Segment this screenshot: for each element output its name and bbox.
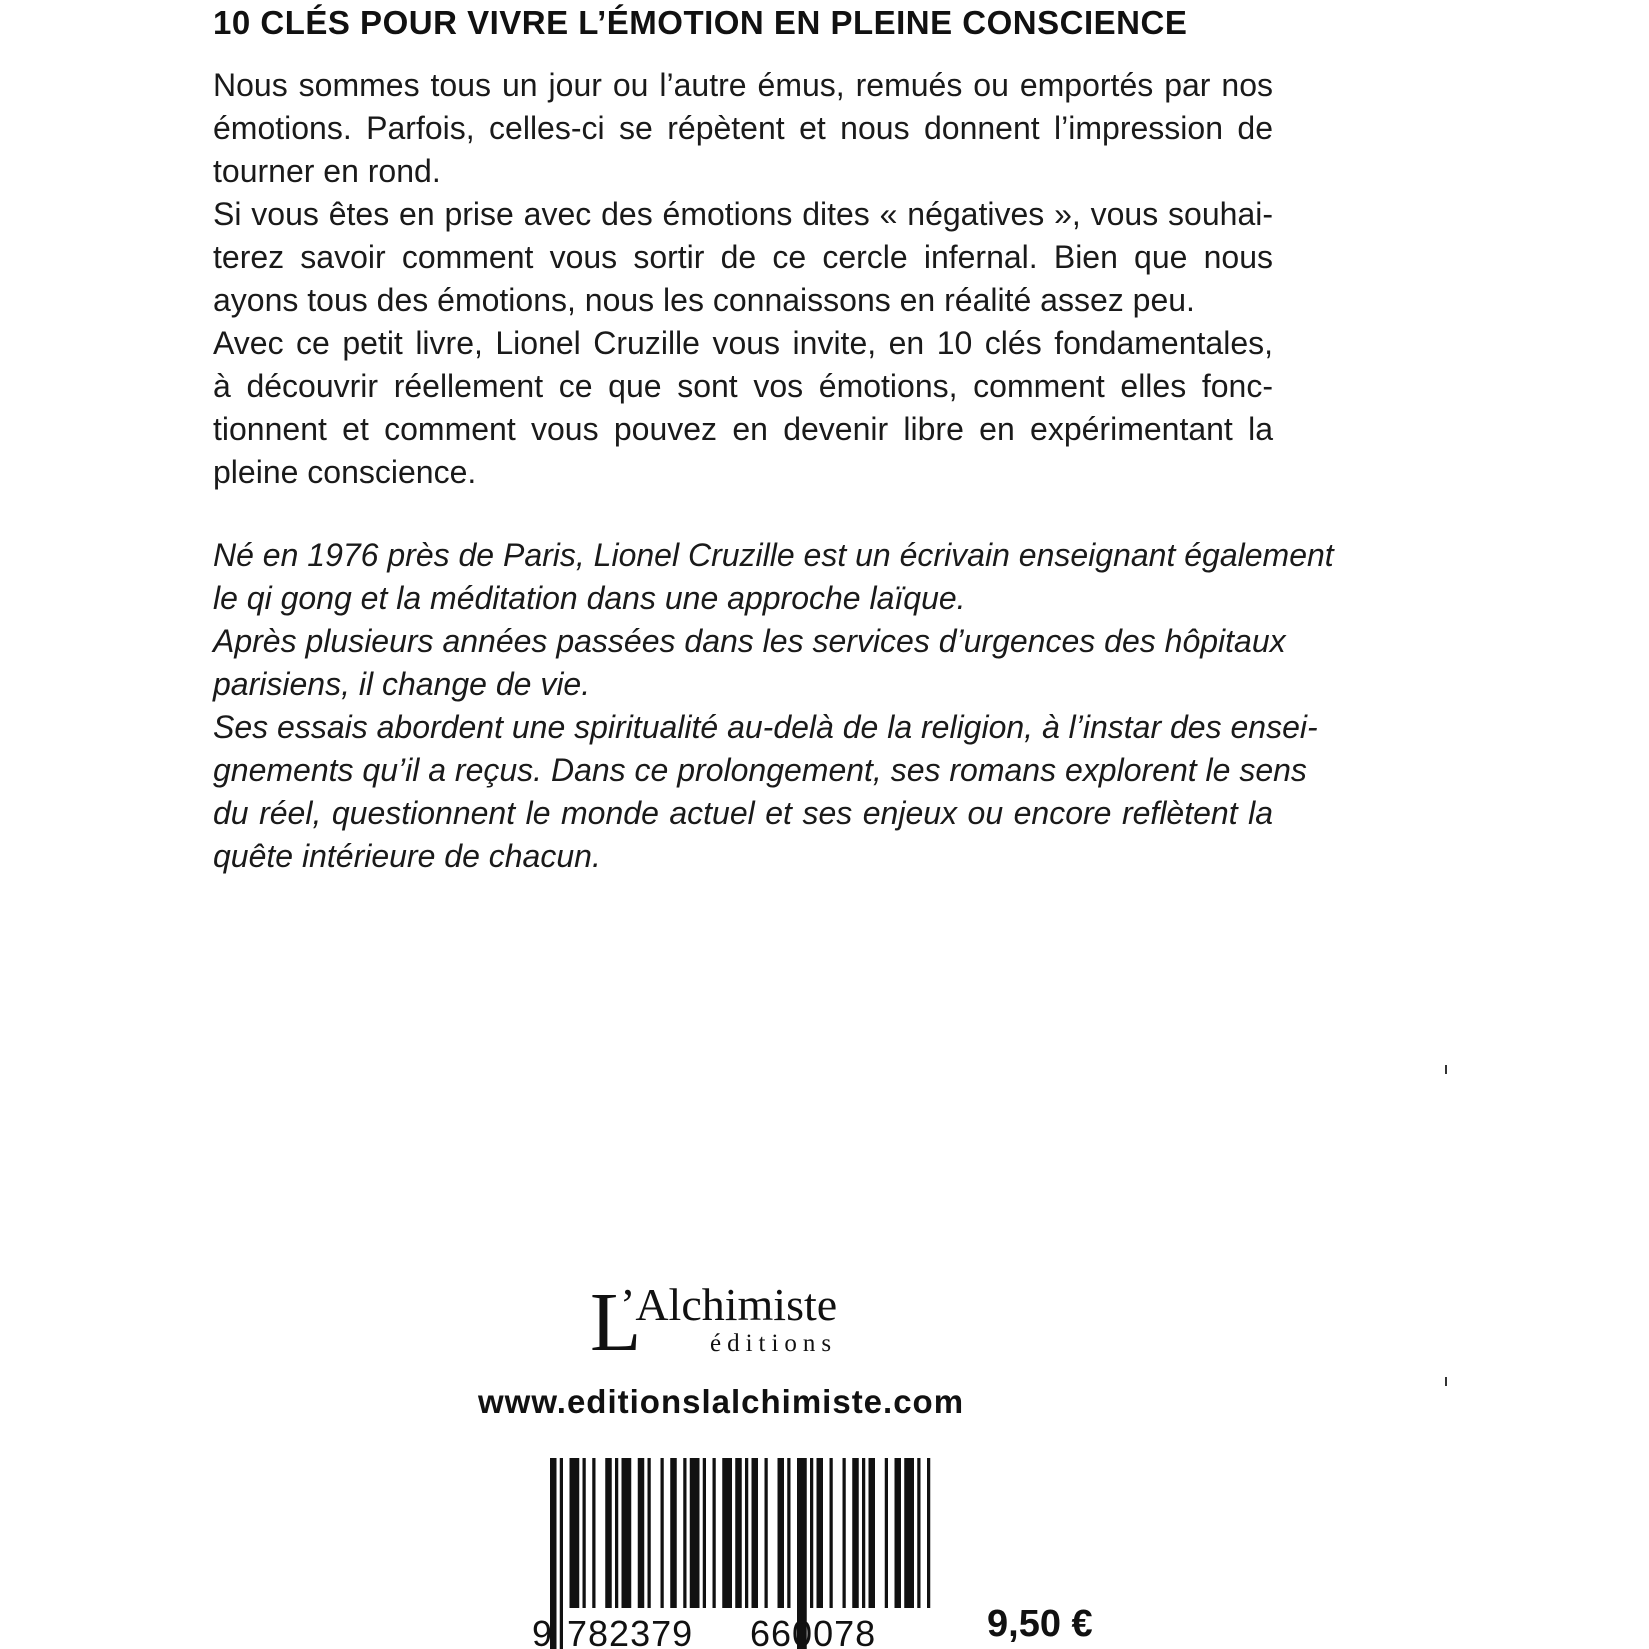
barcode-bar <box>917 1458 920 1608</box>
bio-line: gnements qu’il a reçus. Dans ce prolongement, ses romans explorent le sens <box>213 752 1307 788</box>
crop-mark <box>1445 1377 1447 1386</box>
barcode-bar <box>622 1458 632 1608</box>
barcode-bar <box>862 1458 865 1608</box>
price: 9,50 € <box>987 1603 1093 1645</box>
bio-paragraph <box>213 706 1318 878</box>
barcode-bar <box>778 1458 785 1608</box>
barcode-bar <box>683 1458 686 1608</box>
barcode-digit-first: 9 <box>532 1613 553 1649</box>
barcode-bar <box>661 1458 664 1608</box>
barcode-bar <box>583 1458 586 1608</box>
blurb-line: à découvrir réellement ce que sont vos émotions, comment elles fonc- <box>213 368 1273 404</box>
blurb-text <box>213 64 1273 494</box>
blurb-paragraph <box>213 64 1273 193</box>
barcode-bar <box>927 1458 930 1608</box>
bio-line: parisiens, il change de vie. <box>213 666 591 702</box>
logo-subtitle: éditions <box>710 1330 838 1356</box>
bio-line: le qi gong et la méditation dans une approche laïque. <box>213 580 966 616</box>
barcode-bar <box>638 1458 645 1608</box>
bio-line: Après plusieurs années passées dans les services d’urgences des hôpitaux <box>213 623 1286 659</box>
barcode-bar <box>745 1458 748 1608</box>
barcode-bar <box>752 1458 759 1608</box>
barcode-bar <box>765 1458 768 1608</box>
bio-paragraph <box>213 534 1334 620</box>
barcode-bar <box>713 1458 716 1608</box>
blurb-line: émotions. Parfois, celles-ci se répètent et nous donnent l’impression de <box>213 110 1273 146</box>
bio-line: du réel, questionnent le monde actuel et ses enjeux ou encore reflètent la <box>213 795 1273 831</box>
blurb-paragraph <box>213 322 1273 494</box>
logo-letter-l: L <box>590 1276 642 1356</box>
blurb-line: pleine conscience. <box>213 454 477 490</box>
blurb-line: Nous sommes tous un jour ou l’autre émus, remués ou emportés par nos <box>213 67 1273 103</box>
barcode-bar <box>605 1458 612 1608</box>
barcode-bar <box>830 1458 833 1608</box>
barcode-bar <box>817 1458 824 1608</box>
publisher-website: www.editionslalchimiste.com <box>478 1383 965 1420</box>
barcode-bar <box>787 1458 790 1608</box>
barcode-bar <box>735 1458 742 1608</box>
blurb-paragraph <box>213 193 1273 322</box>
barcode-bar <box>560 1458 563 1649</box>
isbn-barcode <box>530 1458 940 1649</box>
barcode-bar <box>895 1458 902 1608</box>
blurb-line: Si vous êtes en prise avec des émotions dites « négatives », vous souhai- <box>213 196 1273 232</box>
author-bio <box>213 534 1334 878</box>
barcode-bar <box>810 1458 813 1608</box>
barcode-bar <box>703 1458 706 1608</box>
barcode-bar <box>852 1458 859 1608</box>
barcode-digits-right: 660078 <box>750 1613 877 1649</box>
barcode-bar <box>843 1458 846 1608</box>
publisher-logo <box>590 1276 900 1356</box>
barcode-bar <box>722 1458 732 1608</box>
barcode-bar <box>885 1458 888 1608</box>
barcode-bar <box>615 1458 618 1608</box>
blurb-line: Avec ce petit livre, Lionel Cruzille vous invite, en 10 clés fondamentales, <box>213 325 1273 361</box>
bio-line: Ses essais abordent une spiritualité au-delà de la religion, à l’instar des ensei- <box>213 709 1318 745</box>
blurb-line: tourner en rond. <box>213 153 441 189</box>
bio-line: quête intérieure de chacun. <box>213 838 601 874</box>
barcode-bar <box>869 1458 876 1608</box>
bio-line: Né en 1976 près de Paris, Lionel Cruzille est un écrivain enseignant également <box>213 537 1334 573</box>
book-title: 10 CLÉS POUR VIVRE L’ÉMOTION EN PLEINE CONSCIENCE <box>213 4 1188 41</box>
blurb-line: ayons tous des émotions, nous les connaissons en réalité assez peu. <box>213 282 1195 318</box>
barcode-bar <box>648 1458 651 1608</box>
bio-paragraph <box>213 620 1286 706</box>
barcode-bar <box>904 1458 914 1608</box>
logo-name: ’Alchimiste <box>620 1279 838 1330</box>
barcode-bar <box>670 1458 677 1608</box>
blurb-line: tionnent et comment vous pouvez en devenir libre en expérimentant la <box>213 411 1273 447</box>
barcode-bar <box>592 1458 595 1608</box>
barcode-bar <box>570 1458 580 1608</box>
blurb-line: terez savoir comment vous sortir de ce cercle infernal. Bien que nous <box>213 239 1273 275</box>
barcode-digits-left: 782379 <box>567 1613 694 1649</box>
barcode-bar <box>690 1458 700 1608</box>
crop-mark <box>1445 1065 1447 1074</box>
